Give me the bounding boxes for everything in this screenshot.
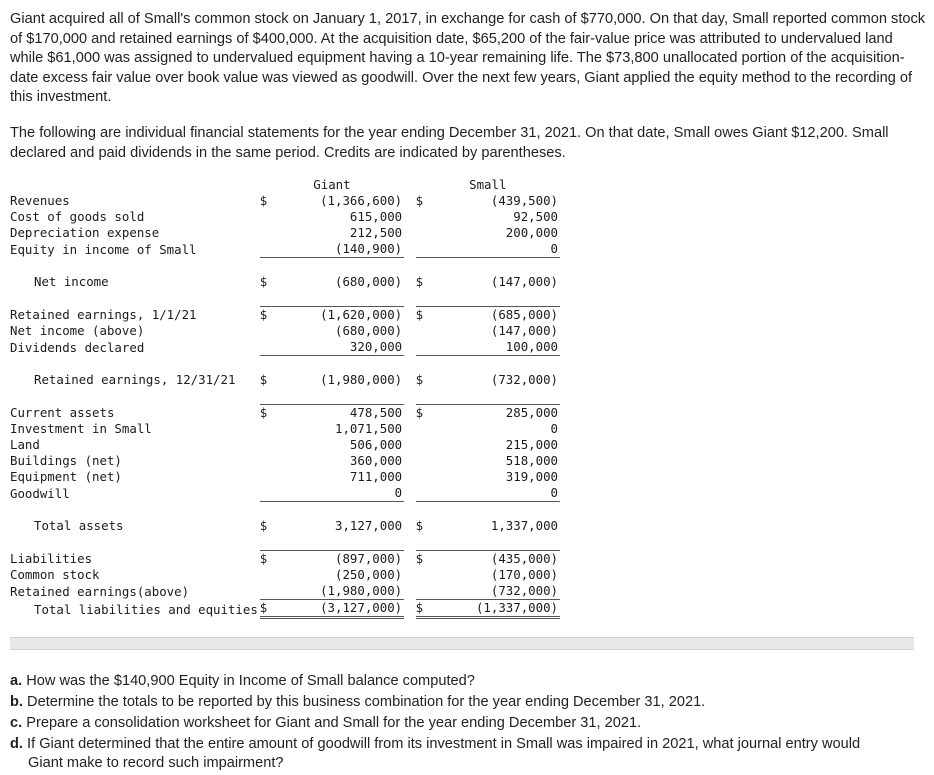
giant-value: (1,366,600) <box>320 193 403 209</box>
table-row <box>10 193 560 209</box>
table-row <box>10 518 560 534</box>
small-value: (1,337,000) <box>432 600 560 618</box>
small-value: (732,000) <box>490 372 558 388</box>
question-letter: d. <box>10 735 23 752</box>
giant-value: (250,000) <box>335 567 403 583</box>
table-row <box>10 469 560 485</box>
column-header-small: Small <box>469 177 507 193</box>
spacer-cell <box>10 290 560 307</box>
column-gap <box>404 274 415 290</box>
small-value: (439,500) <box>490 193 558 209</box>
giant-currency-symbol <box>260 469 276 485</box>
small-value: (147,000) <box>490 323 558 339</box>
table-row <box>10 372 560 388</box>
column-gap <box>404 225 415 241</box>
spacer-cell <box>10 258 560 275</box>
giant-value: (897,000) <box>276 551 404 568</box>
column-gap <box>404 485 415 502</box>
question-text: If Giant determined that the entire amount of goodwill from its investment in Small was impaired in 2021, what journal entry would <box>27 735 861 752</box>
column-gap <box>404 405 415 422</box>
table-row <box>10 453 560 469</box>
table-row <box>10 241 560 258</box>
row-label: Goodwill <box>10 485 70 501</box>
section-divider <box>10 637 914 650</box>
giant-value: 506,000 <box>349 437 403 453</box>
column-gap <box>404 600 415 618</box>
spacer-cell <box>10 388 560 405</box>
table-row <box>10 307 560 324</box>
question-text: Determine the totals to be reported by this business combination for the year ending December 31, 2021. <box>27 693 706 710</box>
row-label: Common stock <box>10 567 100 583</box>
small-currency-symbol <box>416 339 432 356</box>
question-item <box>10 693 925 713</box>
giant-value: (680,000) <box>335 323 403 339</box>
small-value: 0 <box>550 421 558 437</box>
small-value: (685,000) <box>432 307 560 324</box>
giant-value: 478,500 <box>276 405 404 422</box>
giant-currency-symbol <box>260 209 276 225</box>
giant-value: 212,500 <box>349 225 403 241</box>
question-item <box>10 714 925 734</box>
column-header-giant: Giant <box>313 177 351 193</box>
row-label: Revenues <box>10 193 70 209</box>
column-gap <box>404 567 415 583</box>
small-currency-symbol <box>416 567 432 583</box>
row-label: Total assets <box>34 518 124 534</box>
giant-value: (680,000) <box>335 274 403 290</box>
giant-value: (3,127,000) <box>276 600 404 618</box>
column-gap <box>404 372 415 388</box>
small-value: (732,000) <box>432 583 560 600</box>
small-currency-symbol: $ <box>415 372 424 388</box>
question-text: Prepare a consolidation worksheet for Giant and Small for the year ending December 31, 2021. <box>26 714 642 731</box>
column-gap <box>404 583 415 600</box>
table-row <box>10 405 560 422</box>
comparative-statements <box>10 177 560 619</box>
giant-currency-symbol <box>260 241 276 258</box>
financial-statements-table <box>10 177 570 619</box>
table-spacer-row <box>10 534 560 551</box>
table-spacer-row <box>10 356 560 373</box>
giant-currency-symbol: $ <box>259 274 268 290</box>
spacer-cell <box>10 502 560 519</box>
column-gap <box>404 518 415 534</box>
small-currency-symbol <box>416 225 432 241</box>
row-label: Current assets <box>10 405 115 421</box>
column-gap <box>404 551 415 568</box>
spacer-cell <box>10 534 560 551</box>
small-currency-symbol: $ <box>415 518 424 534</box>
giant-currency-symbol <box>260 567 276 583</box>
small-currency-symbol <box>416 323 432 339</box>
small-currency-symbol: $ <box>415 274 424 290</box>
table-row <box>10 339 560 356</box>
small-currency-symbol <box>416 421 432 437</box>
giant-currency-symbol: $ <box>260 307 276 324</box>
row-label: Total liabilities and equities <box>34 601 258 617</box>
giant-value: 711,000 <box>349 469 403 485</box>
row-label: Liabilities <box>10 551 93 567</box>
giant-currency-symbol <box>260 485 276 502</box>
giant-currency-symbol: $ <box>260 600 276 618</box>
small-value: 285,000 <box>432 405 560 422</box>
small-value: 0 <box>432 485 560 502</box>
small-value: 100,000 <box>432 339 560 356</box>
row-label: Cost of goods sold <box>10 209 145 225</box>
row-label: Dividends declared <box>10 339 145 355</box>
row-label: Net income <box>34 274 109 290</box>
column-gap <box>404 453 415 469</box>
table-row <box>10 485 560 502</box>
giant-currency-symbol <box>260 453 276 469</box>
table-spacer-row <box>10 502 560 519</box>
questions-list <box>10 672 925 774</box>
giant-value: (1,980,000) <box>276 583 404 600</box>
row-label: Investment in Small <box>10 421 152 437</box>
small-value: (170,000) <box>490 567 558 583</box>
giant-currency-symbol <box>260 583 276 600</box>
giant-value: 360,000 <box>349 453 403 469</box>
small-value: 319,000 <box>505 469 558 485</box>
small-currency-symbol: $ <box>416 600 432 618</box>
small-currency-symbol: $ <box>416 307 432 324</box>
table-row <box>10 567 560 583</box>
table-row <box>10 274 560 290</box>
giant-value: 320,000 <box>276 339 404 356</box>
question-text: How was the $140,900 Equity in Income of Small balance computed? <box>26 673 475 690</box>
row-label: Retained earnings, 12/31/21 <box>34 372 236 388</box>
question-text-continued: Giant make to record such impairment? <box>28 755 284 772</box>
question-letter: b. <box>10 693 23 710</box>
giant-currency-symbol: $ <box>259 518 268 534</box>
small-value: 1,337,000 <box>490 518 558 534</box>
small-currency-symbol <box>416 453 432 469</box>
row-label: Land <box>10 437 40 453</box>
table-row <box>10 421 560 437</box>
giant-value: 615,000 <box>349 209 403 225</box>
row-label: Net income (above) <box>10 323 145 339</box>
table-row <box>10 323 560 339</box>
column-gap <box>404 421 415 437</box>
row-label: Equipment (net) <box>10 469 122 485</box>
giant-currency-symbol <box>260 323 276 339</box>
giant-value: (1,620,000) <box>276 307 404 324</box>
table-spacer-row <box>10 388 560 405</box>
small-currency-symbol <box>416 583 432 600</box>
small-currency-symbol: $ <box>415 193 424 209</box>
small-currency-symbol <box>416 209 432 225</box>
giant-value: 1,071,500 <box>335 421 403 437</box>
small-value: 0 <box>432 241 560 258</box>
column-gap <box>404 193 415 209</box>
giant-currency-symbol: $ <box>260 405 276 422</box>
column-gap <box>404 437 415 453</box>
intro-paragraph-1: Giant acquired all of Small's common stock on January 1, 2017, in exchange for cash of $770,000. On that day, Small reported common stock of $170,000 and retained earnings of $400,000. At the acquisition date, $65,200 of the fair-value price was attributed to undervalued land while $61,000 was assigned to undervalued equipment having a 10-year remaining life. The $73,800 unallocated portion of the acquisition-date excess fair value over book value was viewed as goodwill. Over the next few years, Giant applied the equity method to the recording of this investment. <box>10 11 930 106</box>
row-label: Depreciation expense <box>10 225 160 241</box>
small-value: 200,000 <box>505 225 558 241</box>
giant-value: 3,127,000 <box>335 518 403 534</box>
table-spacer-row <box>10 258 560 275</box>
question-letter: c. <box>10 714 23 731</box>
small-value: (147,000) <box>490 274 558 290</box>
column-gap <box>404 469 415 485</box>
small-value: (435,000) <box>432 551 560 568</box>
row-label: Retained earnings(above) <box>10 583 190 599</box>
table-body <box>10 177 560 618</box>
column-gap <box>404 307 415 324</box>
giant-currency-symbol <box>260 339 276 356</box>
giant-value: (1,980,000) <box>320 372 403 388</box>
table-spacer-row <box>10 290 560 307</box>
table-row <box>10 437 560 453</box>
small-currency-symbol: $ <box>416 551 432 568</box>
column-gap <box>404 241 415 258</box>
small-value: 92,500 <box>513 209 558 225</box>
giant-value: 0 <box>276 485 404 502</box>
table-row <box>10 551 560 568</box>
giant-value: (140,900) <box>276 241 404 258</box>
small-value: 518,000 <box>505 453 558 469</box>
giant-currency-symbol: $ <box>259 193 268 209</box>
intro-paragraph-2: The following are individual financial statements for the year ending December 31, 2021. On that date, Small owes Giant $12,200. Small declared and paid dividends in the same period. Credits are indicated by parentheses. <box>10 124 893 161</box>
table-header-row <box>10 177 560 193</box>
small-currency-symbol <box>416 485 432 502</box>
column-gap <box>404 209 415 225</box>
question-item <box>10 735 925 775</box>
row-label: Retained earnings, 1/1/21 <box>10 307 197 323</box>
header-gap <box>404 177 415 193</box>
table-row <box>10 225 560 241</box>
small-currency-symbol <box>416 469 432 485</box>
table-row <box>10 209 560 225</box>
small-currency-symbol: $ <box>416 405 432 422</box>
table-row <box>10 583 560 600</box>
small-currency-symbol <box>416 241 432 258</box>
row-label: Equity in income of Small <box>10 241 197 257</box>
giant-currency-symbol: $ <box>259 372 268 388</box>
column-gap <box>404 323 415 339</box>
giant-currency-symbol <box>260 421 276 437</box>
giant-currency-symbol: $ <box>260 551 276 568</box>
giant-currency-symbol <box>260 437 276 453</box>
column-gap <box>404 339 415 356</box>
table-row <box>10 600 560 618</box>
small-value: 215,000 <box>505 437 558 453</box>
giant-currency-symbol <box>260 225 276 241</box>
small-currency-symbol <box>416 437 432 453</box>
header-blank <box>10 177 260 193</box>
question-letter: a. <box>10 673 23 690</box>
spacer-cell <box>10 356 560 373</box>
row-label: Buildings (net) <box>10 453 122 469</box>
question-item <box>10 672 925 692</box>
